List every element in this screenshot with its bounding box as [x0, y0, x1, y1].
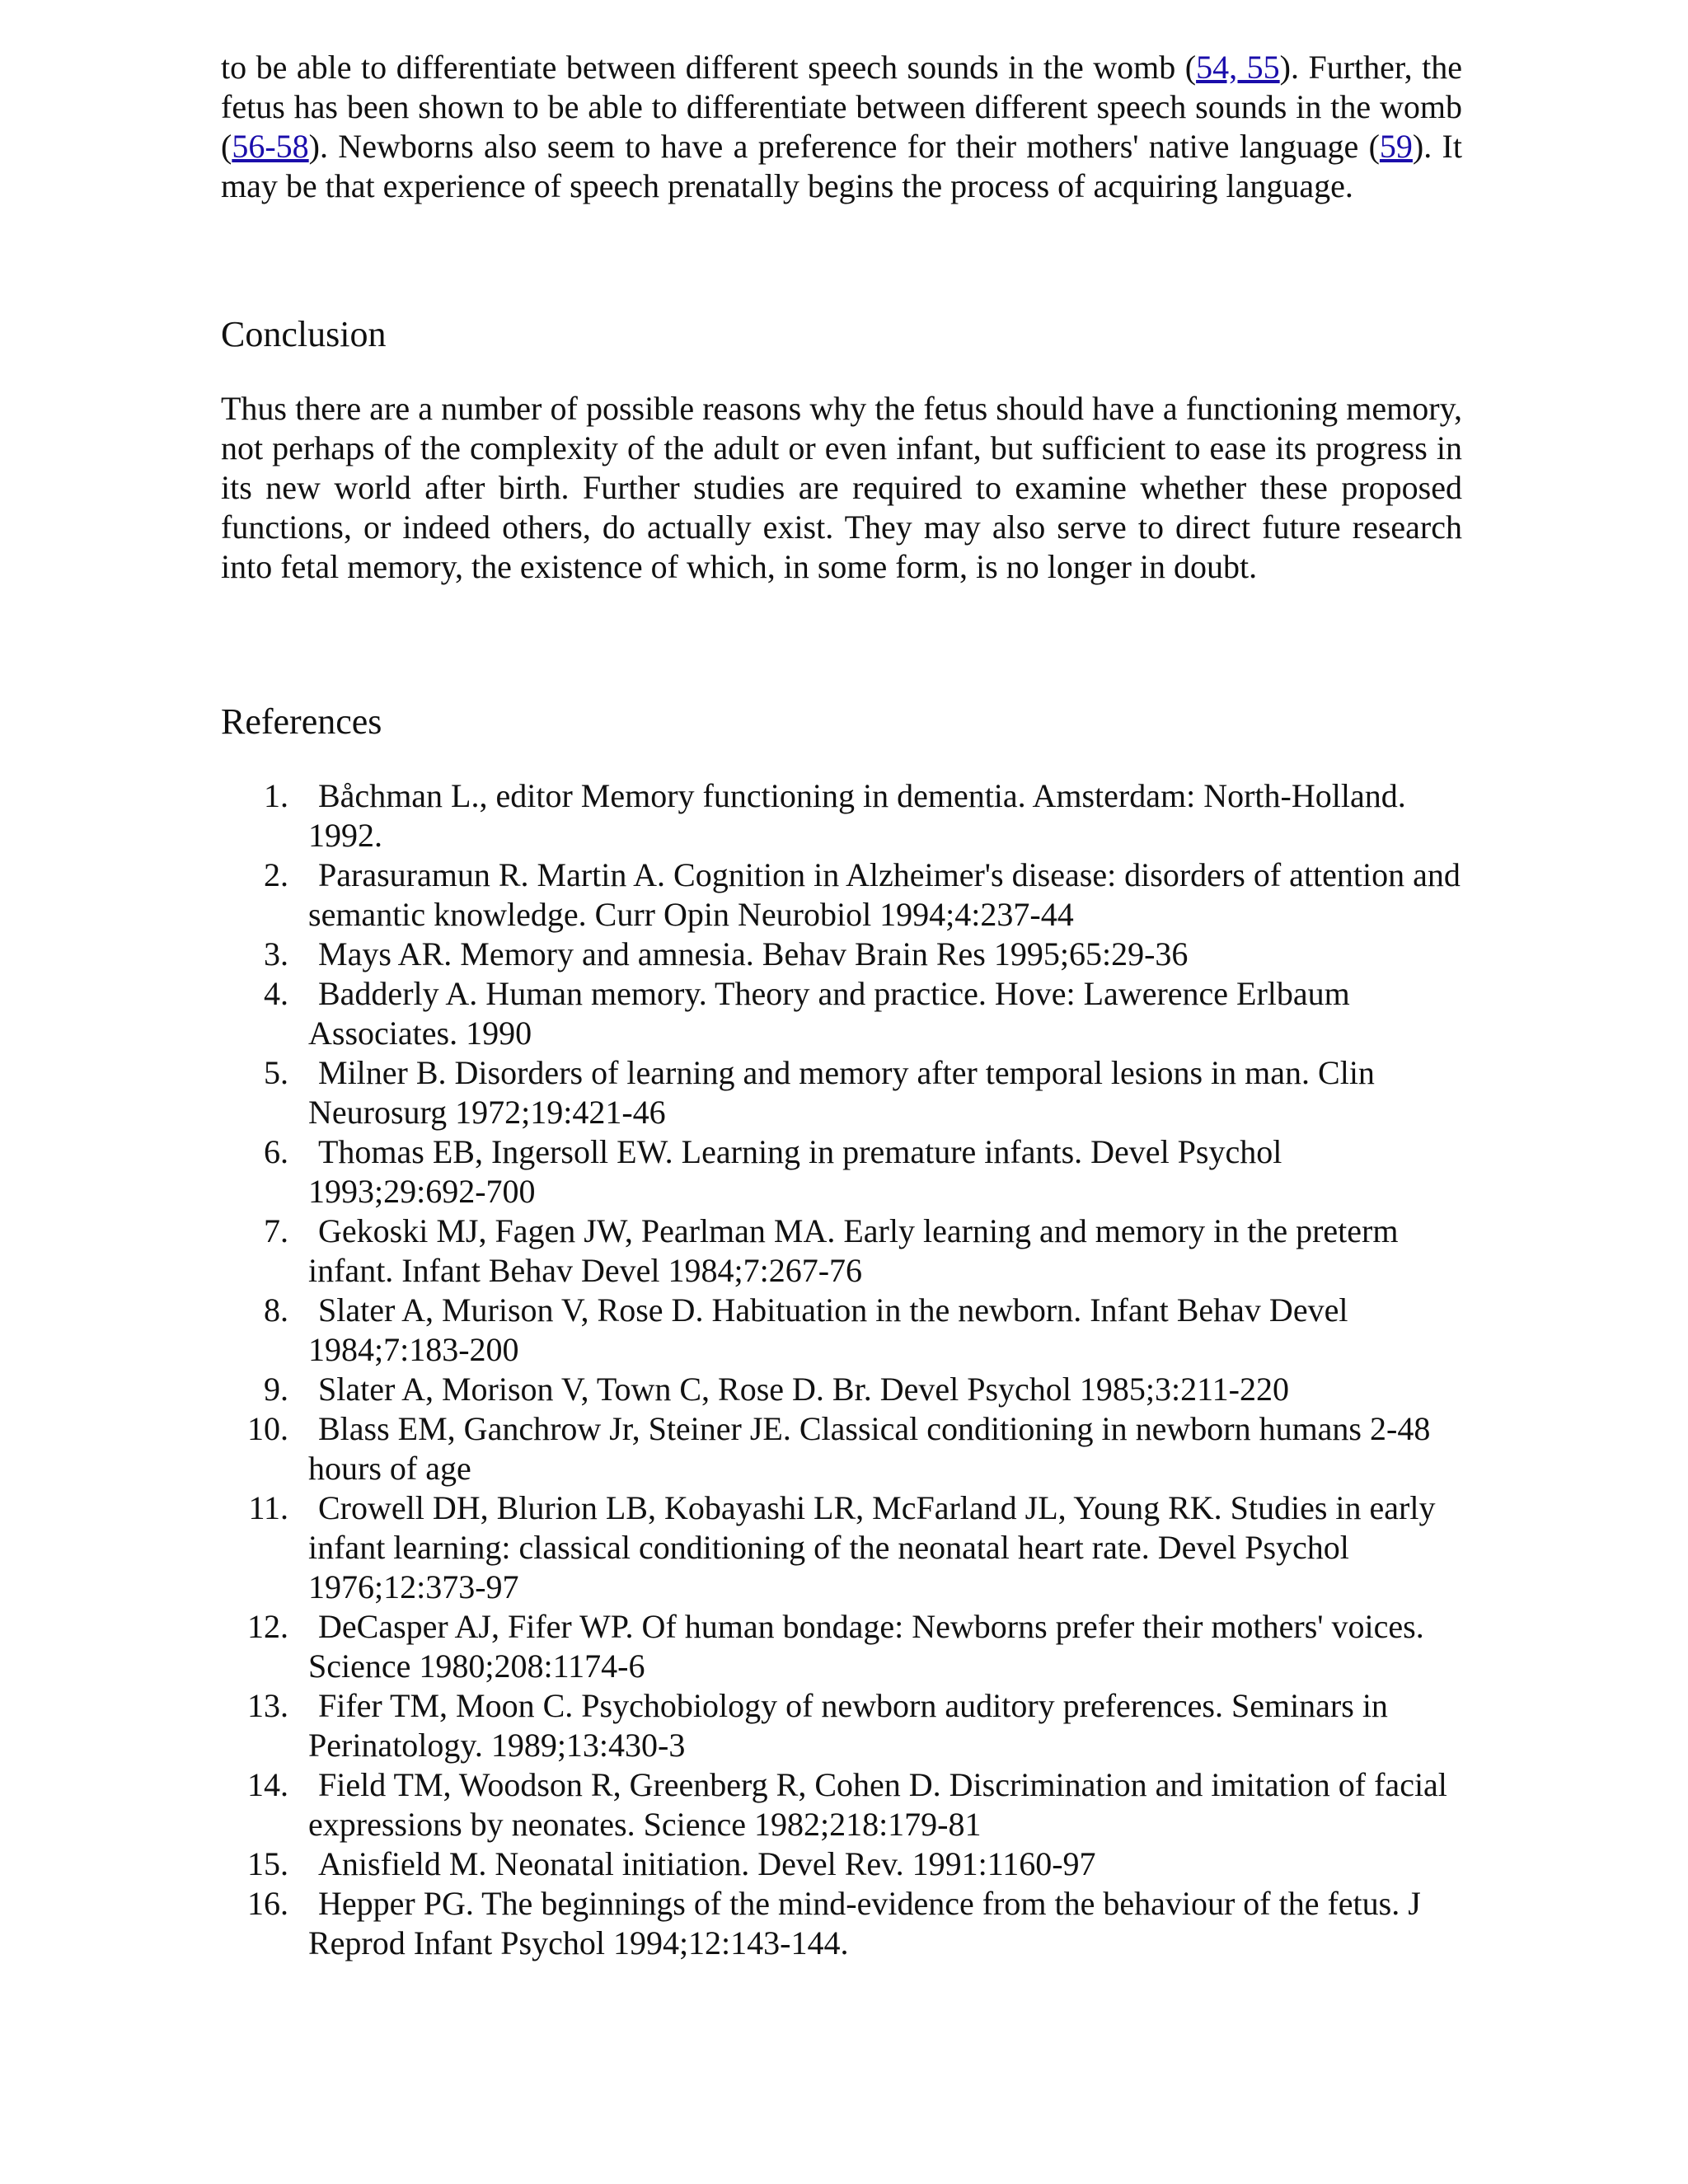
reference-text: Badderly A. Human memory. Theory and practice. Hove: Lawerence Erlbaum Associates. 1990 — [308, 975, 1350, 1052]
citation-link-59[interactable]: 59 — [1379, 128, 1413, 165]
citation-link-54-55[interactable]: 54, 55 — [1196, 49, 1280, 86]
reference-text: Slater A, Murison V, Rose D. Habituation in the newborn. Infant Behav Devel 1984;7:183-200 — [308, 1291, 1348, 1368]
reference-number: 8. — [264, 1291, 288, 1329]
reference-number: 4. — [264, 975, 288, 1012]
reference-text: Fifer TM, Moon C. Psychobiology of newborn auditory preferences. Seminars in Perinatology. 1989;13:430-3 — [308, 1687, 1388, 1764]
reference-number: 5. — [264, 1054, 288, 1091]
reference-text: Mays AR. Memory and amnesia. Behav Brain Res 1995;65:29-36 — [318, 935, 1189, 972]
reference-number: 9. — [264, 1371, 288, 1408]
reference-number: 16. — [247, 1885, 288, 1922]
document-page — [221, 48, 1462, 1963]
reference-text: Parasuramun R. Martin A. Cognition in Alzheimer's disease: disorders of attention and semantic knowledge. Curr Opin Neurobiol 1994;4:237-44 — [308, 856, 1461, 933]
reference-item — [221, 1053, 1462, 1132]
reference-item — [221, 1370, 1462, 1409]
conclusion-paragraph: Thus there are a number of possible reasons why the fetus should have a functioning memory, not perhaps of the complexity of the adult or even infant, but sufficient to ease its progress in its new world after birth. Further studies are required to examine whether these proposed functions, or indeed others, do actually exist. They may also serve to direct future research into fetal memory, the existence of which, in some form, is no longer in doubt. — [221, 390, 1462, 585]
intro-text-1: to be able to differentiate between different speech sounds in the womb ( — [221, 49, 1197, 86]
reference-item — [221, 1607, 1462, 1686]
reference-number: 15. — [247, 1845, 288, 1882]
reference-item — [221, 855, 1462, 935]
reference-item — [221, 1884, 1462, 1963]
reference-number: 12. — [247, 1608, 288, 1645]
intro-paragraph — [221, 48, 1462, 206]
references-heading: References — [221, 701, 382, 742]
reference-item — [221, 974, 1462, 1053]
intro-text-3: ). Newborns also seem to have a preference for their mothers' native language ( — [308, 128, 1380, 165]
intro-text-4: ). It may be that experience of speech prenatally begins the process of acquiring language. — [221, 128, 1462, 204]
conclusion-heading: Conclusion — [221, 314, 387, 354]
reference-item — [221, 1132, 1462, 1212]
reference-text: Blass EM, Ganchrow Jr, Steiner JE. Classical conditioning in newborn humans 2-48 hours of age — [308, 1410, 1431, 1487]
reference-number: 13. — [247, 1687, 288, 1724]
reference-number: 10. — [247, 1410, 288, 1447]
reference-text: Crowell DH, Blurion LB, Kobayashi LR, McFarland JL, Young RK. Studies in early infant learning: classical conditioning of the neonatal heart rate. Devel Psychol 1976;12:373-97 — [308, 1489, 1436, 1605]
reference-text: Anisfield M. Neonatal initiation. Devel Rev. 1991:1160-97 — [318, 1845, 1096, 1882]
citation-link-56-58[interactable]: 56-58 — [232, 128, 309, 165]
reference-number: 3. — [264, 935, 288, 972]
reference-item — [221, 1686, 1462, 1765]
reference-item — [221, 1488, 1462, 1607]
reference-item — [221, 1844, 1462, 1884]
reference-item — [221, 1291, 1462, 1370]
reference-item — [221, 1409, 1462, 1488]
reference-text: Milner B. Disorders of learning and memory after temporal lesions in man. Clin Neurosurg 1972;19:421-46 — [308, 1054, 1375, 1131]
intro-text-2: ). Further, the fetus has been shown to be able to differentiate between different speech sounds in the womb ( — [221, 49, 1463, 165]
reference-text: DeCasper AJ, Fifer WP. Of human bondage: Newborns prefer their mothers' voices. Science 1980;208:1174-6 — [308, 1608, 1424, 1685]
references-list — [221, 776, 1462, 1963]
reference-text: Slater A, Morison V, Town C, Rose D. Br. Devel Psychol 1985;3:211-220 — [318, 1371, 1289, 1408]
reference-number: 11. — [248, 1489, 288, 1526]
reference-number: 7. — [264, 1212, 288, 1249]
reference-item — [221, 1212, 1462, 1291]
reference-item — [221, 1765, 1462, 1844]
reference-number: 2. — [264, 856, 288, 893]
reference-text: Field TM, Woodson R, Greenberg R, Cohen D. Discrimination and imitation of facial expressions by neonates. Science 1982;218:179-81 — [308, 1766, 1447, 1843]
reference-item — [221, 776, 1462, 855]
reference-number: 14. — [247, 1766, 288, 1803]
reference-text: Gekoski MJ, Fagen JW, Pearlman MA. Early learning and memory in the preterm infant. Infant Behav Devel 1984;7:267-76 — [308, 1212, 1399, 1289]
reference-item — [221, 935, 1462, 974]
reference-text: Hepper PG. The beginnings of the mind-evidence from the behaviour of the fetus. J Reprod Infant Psychol 1994;12:143-144. — [308, 1885, 1421, 1961]
reference-text: Thomas EB, Ingersoll EW. Learning in premature infants. Devel Psychol 1993;29:692-700 — [308, 1133, 1282, 1210]
reference-number: 1. — [264, 777, 288, 814]
reference-text: Båchman L., editor Memory functioning in dementia. Amsterdam: North-Holland. 1992. — [308, 777, 1406, 854]
reference-number: 6. — [264, 1133, 288, 1170]
